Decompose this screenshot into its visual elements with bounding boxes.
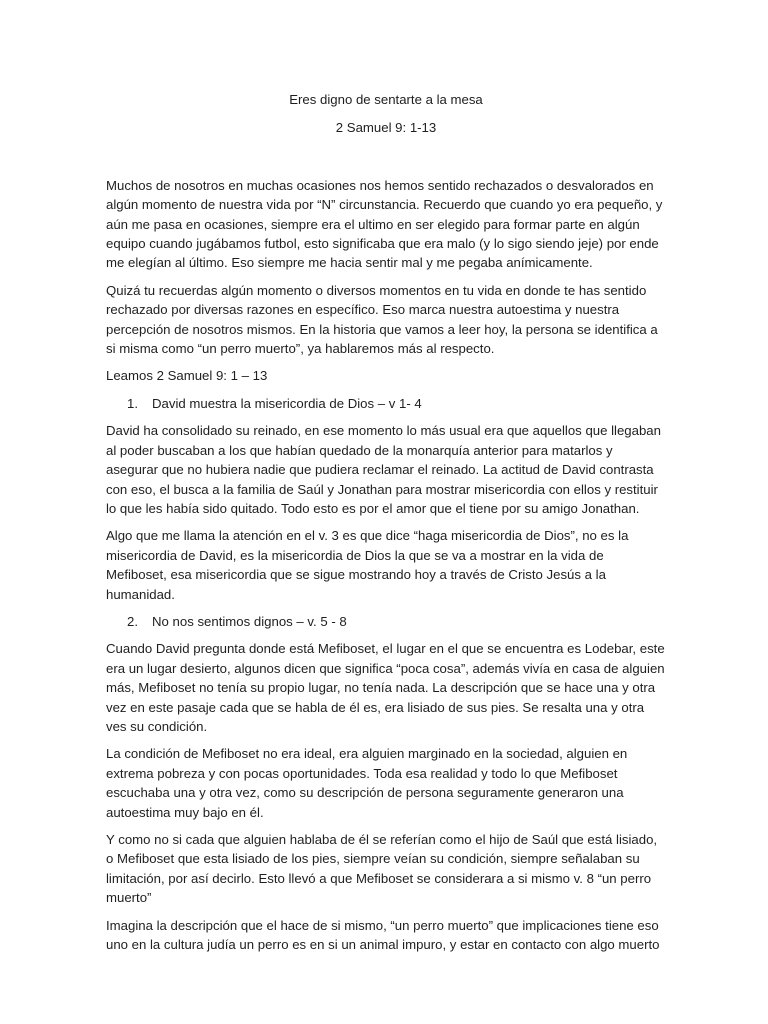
scripture-reference: 2 Samuel 9: 1-13 [335,120,437,136]
list-item [106,612,666,631]
paragraph: Algo que me llama la atención en el v. 3 es que dice “haga misericordia de Dios”, no es la misericordia de David, es la misericordia de Dios la que se va a mostrar en la vida de Mefiboset, esa misericordia que se sigue mostrando hoy a través de Cristo Jesús a la humanidad. [106,528,629,602]
paragraph: Quizá tu recuerdas algún momento o diversos momentos en tu vida en donde te has sentido rechazado por diversas razones en específico. Eso marca nuestra autoestima y nuestra percepción de nosotros mismos. En la historia que vamos a leer hoy, la persona se identifica a si misma como “un perro muerto”, ya hablaremos más al respecto. [106,282,658,357]
paragraph: Leamos 2 Samuel 9: 1 – 13 [106,368,268,384]
document-title: Eres digno de sentarte a la mesa [289,92,483,107]
paragraph: Muchos de nosotros en muchas ocasiones nos hemos sentido rechazados o desvalorados en algún momento de nuestra vida por “N” circunstancia. Recuerdo que cuando yo era pequeño, y aún me pasa en ocasiones, siempre era el ultimo en ser elegido para formar parte en algún equipo cuando jugábamos futbol, esto significaba que era malo (y lo sigo siendo jeje) por ende me elegían al último. Eso siempre me hacia sentir mal y me pegaba anímicamente. [106,177,663,271]
paragraph: Cuando David pregunta donde está Mefiboset, el lugar en el que se encuentra es Lodebar, este era un lugar desierto, algunos dicen que significa “poca cosa”, además vivía en casa de alguien más, Mefiboset no tenía su propio lugar, no tenía nada. La descripción que se hace una y otra vez en este pasaje cada que se habla de él es, era lisiado de sus pies. Se resalta una y otra ves su condición. [106,641,665,734]
list-heading: No nos sentimos dignos – v. 5 - 8 [152,613,347,629]
list-number: 1. [127,395,138,411]
paragraph: Y como no si cada que alguien hablaba de él se referían como el hijo de Saúl que está lisiado, o Mefiboset que esta lisiado de los pies, siempre veían su condición, siempre señalaban su limitación, por así decirlo. Esto llevó a que Mefiboset se considerara a si mismo v. 8 “un perro muerto” [106,832,658,906]
paragraph: La condición de Mefiboset no era ideal, era alguien marginado en la sociedad, alguien en extrema pobreza y con pocas oportunidades. Toda esa realidad y todo lo que Mefiboset escuchaba una y otra vez, como su descripción de persona seguramente generaron una autoestima muy bajo en él. [106,746,628,820]
paragraph: David ha consolidado su reinado, en ese momento lo más usual era que aquellos que llegaban al poder buscaban a los que habían quedado de la monarquía anterior para matarlos y asegurar que no hubiera nadie que pudiera reclamar el reinado. La actitud de David contrasta con eso, el busca a la familia de Saúl y Jonathan para mostrar misericordia con ellos y restituir lo que les había sido quitado. Todo esto es por el amor que el tiene por su amigo Jonathan. [106,423,661,516]
document-page [106,90,666,962]
list-number: 2. [127,613,138,629]
paragraph: Imagina la descripción que el hace de si mismo, “un perro muerto” que implicaciones tiene eso uno en la cultura judía un perro es en si un animal impuro, y estar en contacto con algo muerto [106,917,660,953]
list-heading: David muestra la misericordia de Dios – v 1- 4 [152,395,422,411]
list-item [106,394,666,413]
